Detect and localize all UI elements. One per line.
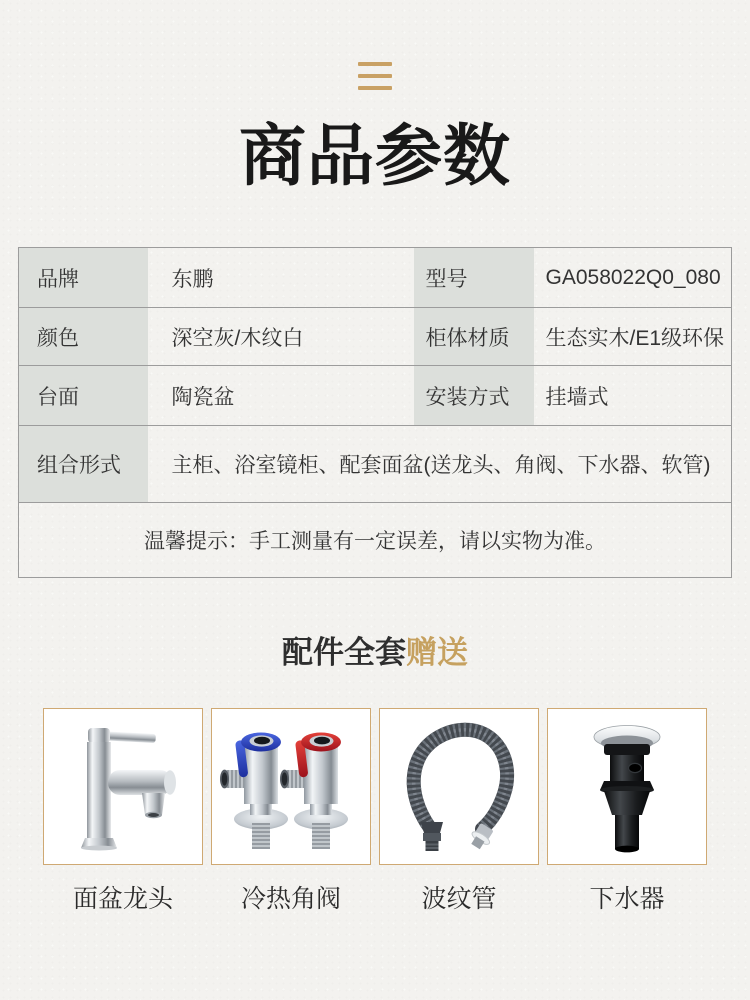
accessory-card-frame [211,708,371,865]
accessory-label: 面盆龙头 [72,884,173,913]
gold-bar [358,62,392,66]
accessories-title-plain: 配件全套 [282,635,406,670]
measurement-tip: 温馨提示：手工测量有一定误差，请以实物为准。 [144,530,606,553]
drain-image [552,716,702,856]
spec-value-installation: 挂墙式 [545,385,609,409]
spec-label-model: 型号 [414,248,534,308]
accessories-title-highlight: 赠送 [406,635,468,670]
spec-value-color: 深空灰/木纹白 [171,326,304,350]
spec-label-brand: 品牌 [19,248,148,308]
gold-bar [358,86,392,90]
accessory-label: 波纹管 [421,884,497,913]
spec-table [18,247,732,578]
accessories-grid [43,708,707,915]
spec-row [19,426,732,503]
spec-row [19,366,732,426]
spec-value-combination: 主柜、浴室镜柜、配套面盆(送龙头、角阀、下水器、软管) [171,454,711,477]
spec-value-model: GA058022Q0_080 [545,265,721,289]
spec-value-brand: 东鹏 [171,267,214,291]
spec-value-material: 生态实木/E1级环保 [545,326,725,350]
triple-bar-icon [358,62,392,90]
gold-bar [358,74,392,78]
accessory-card-frame [547,708,707,865]
spec-label-material: 柜体材质 [414,308,534,366]
accessories-section-title [0,635,750,671]
accessory-card-angle-valves [211,708,371,915]
accessory-card-faucet [43,708,203,915]
spec-value-countertop: 陶瓷盆 [171,385,235,409]
spec-row [19,248,732,308]
accessory-label: 下水器 [589,884,665,913]
corrugated-hose-image [384,716,534,856]
spec-row [19,308,732,366]
accessory-label: 冷热角阀 [240,884,341,913]
spec-label-color: 颜色 [19,308,148,366]
spec-label-combination: 组合形式 [19,426,148,503]
accessory-card-frame [379,708,539,865]
spec-tip-row [19,503,732,578]
angle-valves-image [216,716,366,856]
accessory-card-frame [43,708,203,865]
spec-label-installation: 安装方式 [414,366,534,426]
faucet-image [48,716,198,856]
accessory-card-hose [379,708,539,915]
accessory-card-drain [547,708,707,915]
page-title: 商品参数 [239,119,511,194]
spec-label-countertop: 台面 [19,366,148,426]
